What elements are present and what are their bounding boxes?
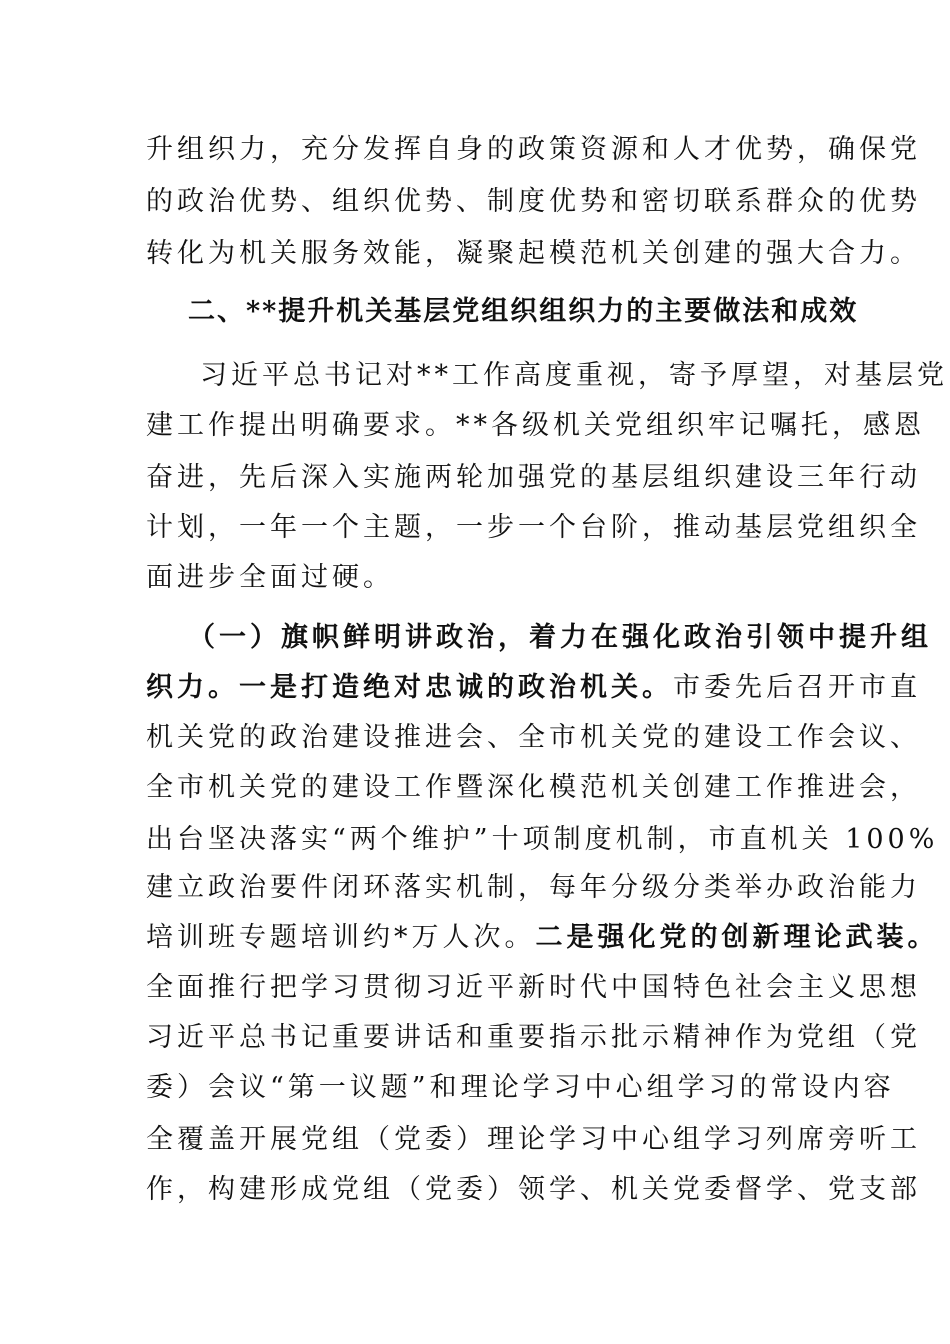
text-line: 转化为机关服务效能，凝聚起模范机关创建的强大合力。 — [146, 238, 921, 269]
text-line: 作，构建形成党组（党委）领学、机关党委督学、党支部 — [146, 1174, 921, 1205]
text-line: 习近平总书记对**工作高度重视，寄予厚望，对基层党 — [200, 360, 948, 391]
text-line: 习近平总书记重要讲话和重要指示批示精神作为党组（党 — [146, 1022, 921, 1053]
bold-phrase: 二是强化党的创新理论武装。 — [535, 922, 939, 953]
text-line-mixed — [146, 918, 939, 958]
text-line: 全覆盖开展党组（党委）理论学习中心组学习列席旁听工 — [146, 1124, 921, 1155]
text-line: 建立政治要件闭环落实机制，每年分级分类举办政治能力 — [146, 872, 921, 903]
text-line: 奋进，先后深入实施两轮加强党的基层组织建设三年行动 — [146, 462, 921, 493]
text-line: 计划，一年一个主题，一步一个台阶，推动基层党组织全 — [146, 512, 921, 543]
bold-phrase: 织力。一是打造绝对忠诚的政治机关。 — [146, 672, 673, 703]
text-line: 出台坚决落实“两个维护”十项制度机制，市直机关 100% — [146, 824, 939, 855]
text-line: 全市机关党的建设工作暨深化模范机关创建工作推进会， — [146, 772, 921, 803]
subsection-heading: （一）旗帜鲜明讲政治，着力在强化政治引领中提升组 — [188, 622, 932, 653]
text-span: 培训班专题培训约*万人次。 — [146, 922, 536, 953]
text-line: 全面推行把学习贯彻习近平新时代中国特色社会主义思想 — [146, 972, 921, 1003]
text-line: 建工作提出明确要求。**各级机关党组织牢记嘱托，感恩 — [146, 410, 925, 441]
text-line: 机关党的政治建设推进会、全市机关党的建设工作会议、 — [146, 722, 921, 753]
text-line: 委）会议“第一议题”和理论学习中心组学习的常设内容 — [146, 1072, 895, 1103]
text-line-mixed — [146, 668, 921, 708]
text-line: 升组织力，充分发挥自身的政策资源和人才优势，确保党 — [146, 134, 921, 165]
section-heading: 二、**提升机关基层党组织组织力的主要做法和成效 — [188, 296, 859, 327]
text-line: 面进步全面过硬。 — [146, 562, 394, 593]
text-span: 市委先后召开市直 — [673, 672, 921, 703]
text-line: 的政治优势、组织优势、制度优势和密切联系群众的优势 — [146, 186, 921, 217]
